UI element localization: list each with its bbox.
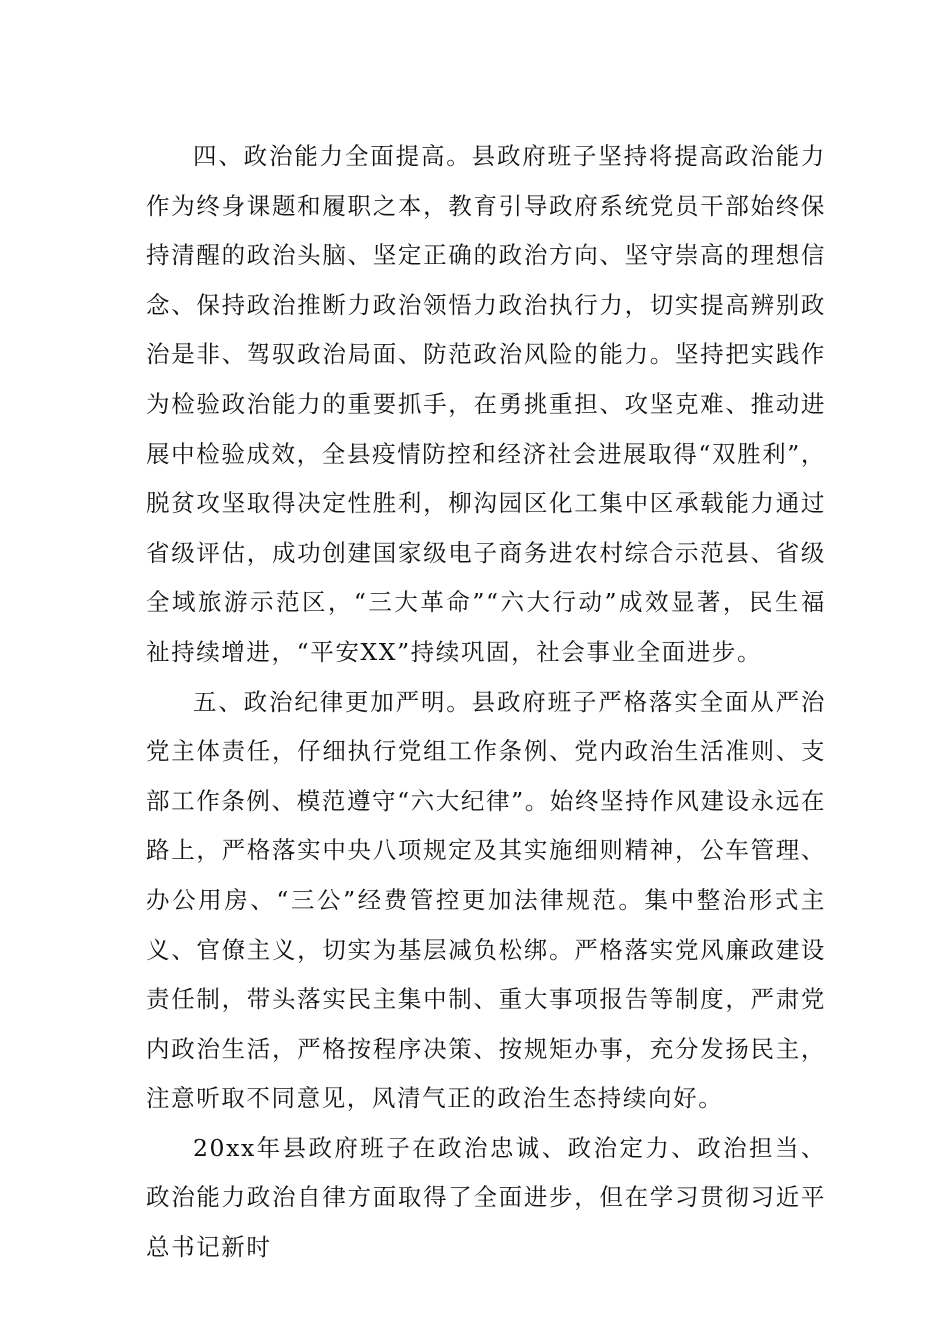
paragraph-political-ability: 四、政治能力全面提高。县政府班子坚持将提高政治能力作为终身课题和履职之本，教育引导政府系统党员干部始终保持清醒的政治头脑、坚定正确的政治方向、坚守崇高的理想信念、保持政治推断力政治领悟力政治执行力，切实提高辨别政治是非、驾驭政治局面、防范政治风险的能力。坚持把实践作为检验政治能力的重要抓手，在勇挑重担、攻坚克难、推动进展中检验成效，全县疫情防控和经济社会进展取得“双胜利”，脱贫攻坚取得决定性胜利，柳沟园区化工集中区承载能力通过省级评估，成功创建国家级电子商务进农村综合示范县、省级全域旅游示范区，“三大革命”“六大行动”成效显著，民生福祉持续增进，“平安XX”持续巩固，社会事业全面进步。 — [146, 142, 826, 666]
document-body — [146, 132, 826, 1273]
paragraph-political-discipline: 五、政治纪律更加严明。县政府班子严格落实全面从严治党主体责任，仔细执行党组工作条例、党内政治生活准则、支部工作条例、模范遵守“六大纪律”。始终坚持作风建设永远在路上，严格落实中央八项规定及其实施细则精神，公车管理、办公用房、“三公”经费管控更加法律规范。集中整治形式主义、官僚主义，切实为基层减负松绑。严格落实党风廉政建设责任制，带头落实民主集中制、重大事项报告等制度，严肃党内政治生活，严格按程序决策、按规矩办事，充分发扬民主，注意听取不同意见，风清气正的政治生态持续向好。 — [146, 687, 826, 1113]
paragraph-summary: 20xx年县政府班子在政治忠诚、政治定力、政治担当、政治能力政治自律方面取得了全面进步，但在学习贯彻习近平总书记新时 — [146, 1133, 826, 1262]
